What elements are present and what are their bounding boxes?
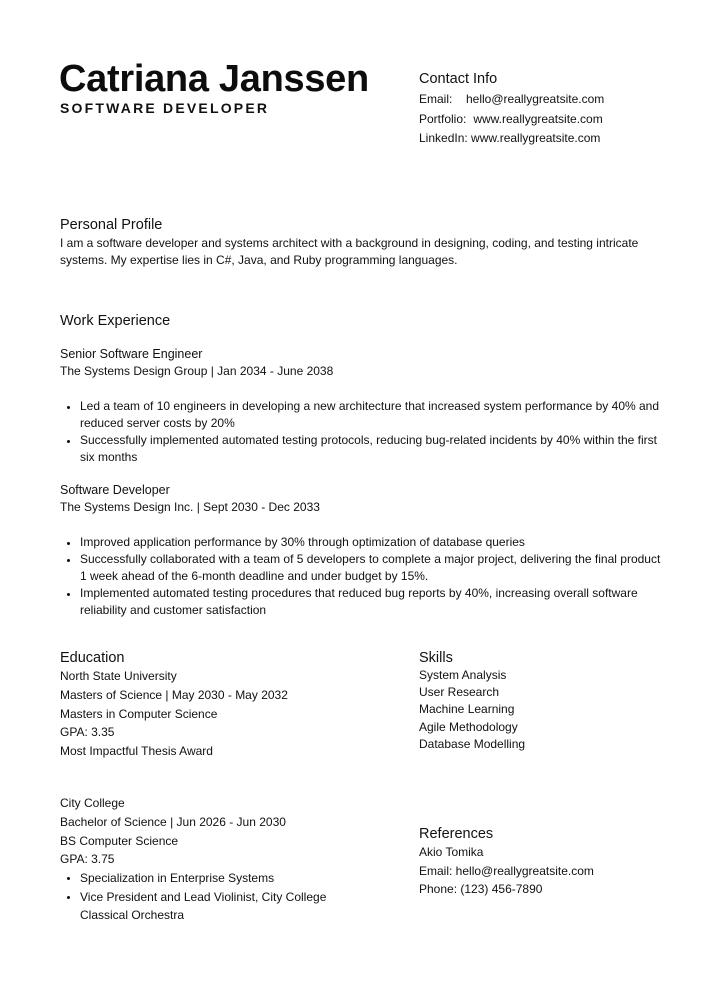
contact-linkedin-row [419, 129, 604, 149]
job-meta-1: The Systems Design Group | Jan 2034 - June 2038 [60, 364, 334, 378]
bullet-text: Led a team of 10 engineers in developing a new architecture that increased system performance by 40% and reduced server costs by 20% [80, 399, 660, 430]
bullet-item [60, 551, 670, 585]
portfolio-label: Portfolio: [419, 111, 467, 126]
school-name: North State University [60, 669, 177, 683]
profile-heading: Personal Profile [60, 217, 163, 233]
school-major: Masters in Computer Science [60, 706, 218, 721]
school-major: BS Computer Science [60, 833, 179, 848]
candidate-name: Catriana Janssen [59, 58, 369, 100]
contact-heading: Contact Info [419, 71, 498, 87]
reference-phone: Phone: (123) 456-7890 [419, 882, 543, 896]
job-title: SOFTWARE DEVELOPER [60, 100, 270, 116]
personal-profile-section [60, 216, 660, 269]
linkedin-link[interactable]: www.reallygreatsite.com [471, 131, 601, 145]
linkedin-label: LinkedIn: [419, 131, 468, 145]
skill-item: User Research [419, 685, 500, 700]
bullet-icon [67, 406, 70, 409]
job-bullets-1 [60, 398, 670, 466]
school-gpa: GPA: 3.75 [60, 852, 115, 867]
bullet-icon [67, 440, 70, 443]
job-title-1: Senior Software Engineer [60, 347, 203, 361]
education-heading: Education [60, 650, 125, 666]
skill-item: Agile Methodology [419, 719, 518, 734]
reference-email[interactable]: Email: hello@reallygreatsite.com [419, 863, 594, 878]
school-award: Most Impactful Thesis Award [60, 744, 213, 759]
job-entry [60, 482, 670, 619]
reference-name: Akio Tomika [419, 845, 484, 859]
work-experience-heading: Work Experience [60, 313, 171, 329]
education-entry-2 [60, 794, 380, 925]
bullet-item [60, 432, 670, 466]
bullet-item [60, 888, 340, 925]
education-section [60, 649, 360, 761]
portfolio-link[interactable]: www.reallygreatsite.com [473, 111, 603, 126]
bullet-icon [67, 896, 70, 899]
bullet-item [60, 398, 670, 432]
school-bullets [60, 869, 340, 925]
skills-heading: Skills [419, 650, 453, 666]
school-gpa: GPA: 3.35 [60, 725, 115, 740]
bullet-text: Vice President and Lead Violinist, City College Classical Orchestra [80, 889, 327, 923]
skills-section [419, 649, 525, 753]
school-degree: Masters of Science | May 2030 - May 2032 [60, 687, 288, 702]
references-heading: References [419, 826, 494, 842]
bullet-item [60, 585, 670, 619]
contact-email-row [419, 90, 604, 110]
profile-text: I am a software developer and systems architect with a background in designing, coding, and testing intricate systems. My expertise lies in C#, Java, and Ruby programming languages. [60, 236, 639, 267]
bullet-icon [67, 593, 70, 596]
job-entry [60, 346, 670, 466]
bullet-item [60, 534, 670, 551]
school-name: City College [60, 796, 125, 810]
bullet-text: Successfully collaborated with a team of 5 developers to complete a major project, delivering the final product 1 week ahead of the 6-month deadline and under budget by 15%. [80, 552, 661, 583]
job-meta-2: The Systems Design Inc. | Sept 2030 - Dec 2033 [60, 500, 320, 514]
job-bullets-2 [60, 534, 670, 619]
school-degree: Bachelor of Science | Jun 2026 - Jun 2030 [60, 814, 286, 829]
bullet-icon [67, 542, 70, 545]
bullet-icon [67, 559, 70, 562]
contact-info-section [419, 70, 604, 149]
skill-item: System Analysis [419, 668, 507, 682]
bullet-icon [67, 877, 70, 880]
email-link[interactable]: hello@reallygreatsite.com [466, 92, 605, 106]
bullet-text: Specialization in Enterprise Systems [80, 871, 275, 886]
job-title-2: Software Developer [60, 483, 170, 497]
bullet-text: Successfully implemented automated testing protocols, reducing bug-related incidents by 40% within the first six months [80, 433, 657, 464]
bullet-text: Implemented automated testing procedures that reduced bug reports by 40%, increasing overall software reliability and customer satisfaction [80, 586, 638, 617]
references-section [419, 825, 594, 899]
bullet-item [60, 869, 340, 888]
contact-portfolio-row [419, 110, 604, 130]
email-label: Email: [419, 92, 453, 106]
bullet-text: Improved application performance by 30% through optimization of database queries [80, 535, 525, 549]
skill-item: Machine Learning [419, 702, 515, 717]
skill-item: Database Modelling [419, 736, 526, 751]
